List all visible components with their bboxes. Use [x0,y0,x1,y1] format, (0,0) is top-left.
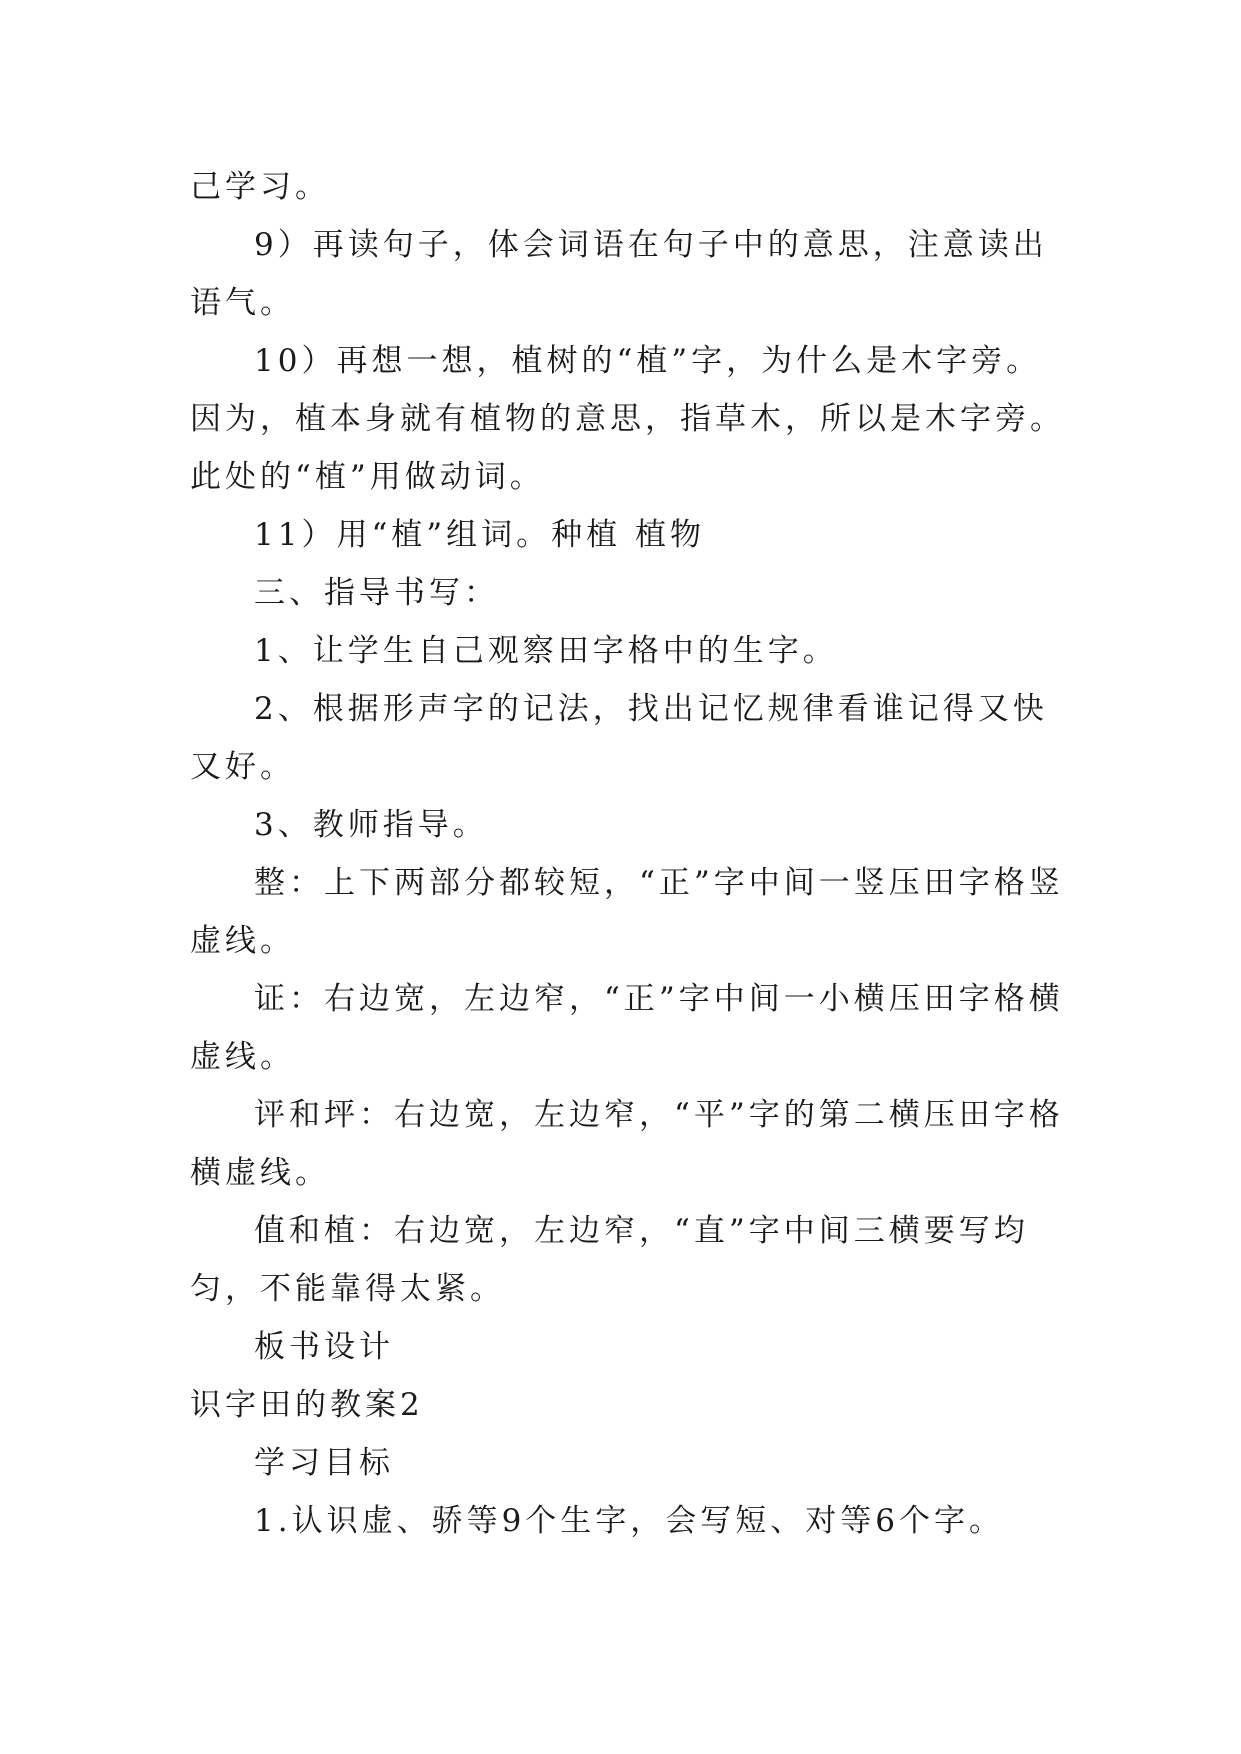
paragraph: 3、教师指导。 [254,807,488,843]
section-heading: 三、指导书写： [254,575,499,611]
paragraph: 2、根据形声字的记法，找出记忆规律看谁记得又快又好。 [190,691,1048,785]
paragraph: 11）用“植”组词。种植 植物 [254,517,705,553]
document-title: 识字田的教案2 [190,1387,424,1423]
paragraph: 9）再读句子，体会词语在句子中的意思，注意读出语气。 [190,227,1048,321]
paragraph: 己学习。 [190,169,330,205]
section-heading: 学习目标 [254,1445,394,1481]
paragraph: 1.认识虚、骄等9个生字，会写短、对等6个字。 [254,1503,1005,1539]
paragraph: 整：上下两部分都较短，“正”字中间一竖压田字格竖虚线。 [190,865,1064,959]
paragraph: 1、让学生自己观察田字格中的生字。 [254,633,838,669]
paragraph: 证：右边宽，左边窄，“正”字中间一小横压田字格横虚线。 [190,981,1064,1075]
paragraph: 评和坪：右边宽，左边窄，“平”字的第二横压田字格横虚线。 [190,1097,1064,1191]
section-heading: 板书设计 [254,1329,394,1365]
paragraph: 值和植：右边宽，左边窄，“直”字中间三横要写均匀，不能靠得太紧。 [190,1213,1029,1307]
paragraph: 10）再想一想，植树的“植”字，为什么是木字旁。因为，植本身就有植物的意思，指草木，所以是木字旁。此处的“植”用做动词。 [190,343,1065,495]
document-body [190,158,1070,1550]
